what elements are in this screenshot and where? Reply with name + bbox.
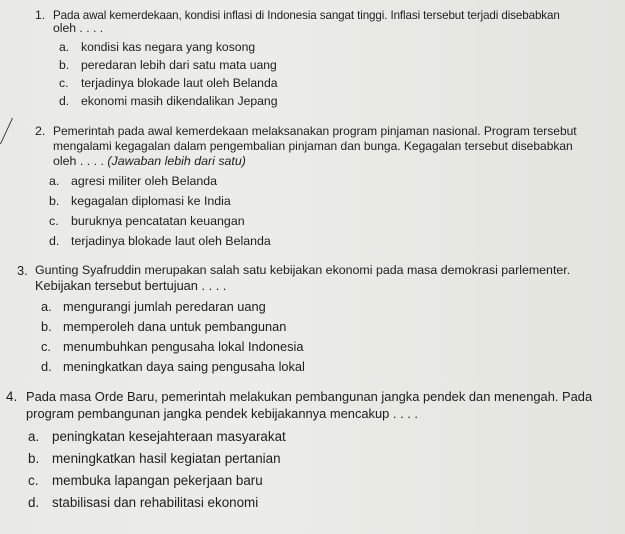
option-text: peredaran lebih dari satu mata uang: [81, 58, 277, 72]
option-a[interactable]: [59, 40, 620, 55]
option-text: peningkatan kesejahteraan masyarakat: [52, 429, 286, 444]
question-number: 4.: [6, 389, 18, 404]
options-list: [41, 299, 622, 374]
option-letter: b.: [59, 58, 70, 72]
option-letter: c.: [41, 339, 51, 354]
question-2: [35, 124, 620, 254]
option-text: meningkatkan daya saing pengusaha lokal: [63, 359, 305, 374]
question-note: (Jawaban lebih dari satu): [107, 154, 246, 168]
question-number: 1.: [35, 8, 46, 22]
option-b[interactable]: [28, 450, 622, 467]
option-text: meningkatkan hasil kegiatan pertanian: [52, 451, 281, 466]
option-text: stabilisasi dan rehabilitasi ekonomi: [52, 495, 259, 510]
option-letter: c.: [49, 214, 59, 228]
option-text: ekonomi masih dikendalikan Jepang: [81, 94, 278, 108]
option-c[interactable]: [49, 214, 620, 229]
option-letter: d.: [49, 234, 60, 248]
option-letter: b.: [41, 319, 52, 334]
option-letter: d.: [59, 94, 70, 108]
option-a[interactable]: [28, 428, 622, 445]
option-b[interactable]: [49, 194, 620, 209]
question-number: 3.: [17, 263, 28, 278]
question-text: Pada masa Orde Baru, pemerintah melakukan pembangunan jangka pendek dan menengah. Pada: [26, 389, 593, 404]
option-c[interactable]: [28, 472, 622, 489]
option-letter: d.: [28, 495, 40, 510]
pencil-mark: [0, 118, 23, 144]
option-letter: c.: [59, 76, 69, 90]
question-text-end: oleh . . . .: [53, 154, 104, 168]
option-d[interactable]: [41, 359, 622, 374]
option-text: memperoleh dana untuk pembangunan: [63, 319, 287, 334]
option-text: terjadinya blokade laut oleh Belanda: [81, 76, 278, 90]
option-letter: a.: [28, 429, 40, 444]
question-text: Pemerintah pada awal kemerdekaan melaksanakan program pinjaman nasional. Program tersebut: [53, 124, 577, 138]
option-c[interactable]: [59, 76, 620, 91]
question-text: [53, 154, 620, 169]
option-letter: b.: [28, 451, 40, 466]
option-letter: b.: [49, 194, 60, 208]
question-number: 2.: [35, 124, 46, 138]
question-text: oleh . . . .: [53, 21, 104, 35]
option-text: agresi militer oleh Belanda: [71, 174, 218, 188]
question-text: Pada awal kemerdekaan, kondisi inflasi di Indonesia sangat tinggi. Inflasi tersebut terjadi disebabkan: [53, 9, 560, 22]
option-letter: c.: [28, 473, 39, 488]
option-letter: a.: [41, 299, 52, 314]
option-text: kondisi kas negara yang kosong: [81, 40, 256, 54]
option-letter: a.: [59, 40, 70, 54]
options-list: [59, 40, 620, 109]
option-text: kegagalan diplomasi ke India: [71, 194, 231, 208]
question-4: [6, 388, 622, 516]
option-c[interactable]: [41, 339, 622, 354]
options-list: [28, 428, 622, 511]
question-3: [17, 263, 622, 379]
option-a[interactable]: [41, 299, 622, 314]
question-text: Kebijakan tersebut bertujuan . . . .: [35, 278, 227, 293]
options-list: [49, 174, 620, 249]
option-text: mengurangi jumlah peredaran uang: [63, 299, 266, 314]
option-d[interactable]: [49, 234, 620, 249]
question-text: Gunting Syafruddin merupakan salah satu kebijakan ekonomi pada masa demokrasi parlementer.: [35, 263, 571, 277]
option-text: terjadinya blokade laut oleh Belanda: [71, 234, 271, 248]
option-d[interactable]: [59, 94, 620, 109]
option-a[interactable]: [49, 174, 620, 189]
option-letter: d.: [41, 359, 52, 374]
question-text: mengalami kegagalan dalam pengembalian pinjaman dan bunga. Kegagalan tersebut disebabkan: [53, 139, 573, 153]
option-text: membuka lapangan pekerjaan baru: [52, 473, 263, 488]
option-b[interactable]: [59, 58, 620, 73]
option-text: buruknya pencatatan keuangan: [71, 214, 245, 228]
option-b[interactable]: [41, 319, 622, 334]
option-letter: a.: [49, 174, 60, 188]
question-text: program pembangunan jangka pendek kebijakannya mencakup . . . .: [26, 406, 418, 421]
option-d[interactable]: [28, 494, 622, 511]
option-text: menumbuhkan pengusaha lokal Indonesia: [63, 339, 304, 354]
question-1: [35, 8, 620, 112]
